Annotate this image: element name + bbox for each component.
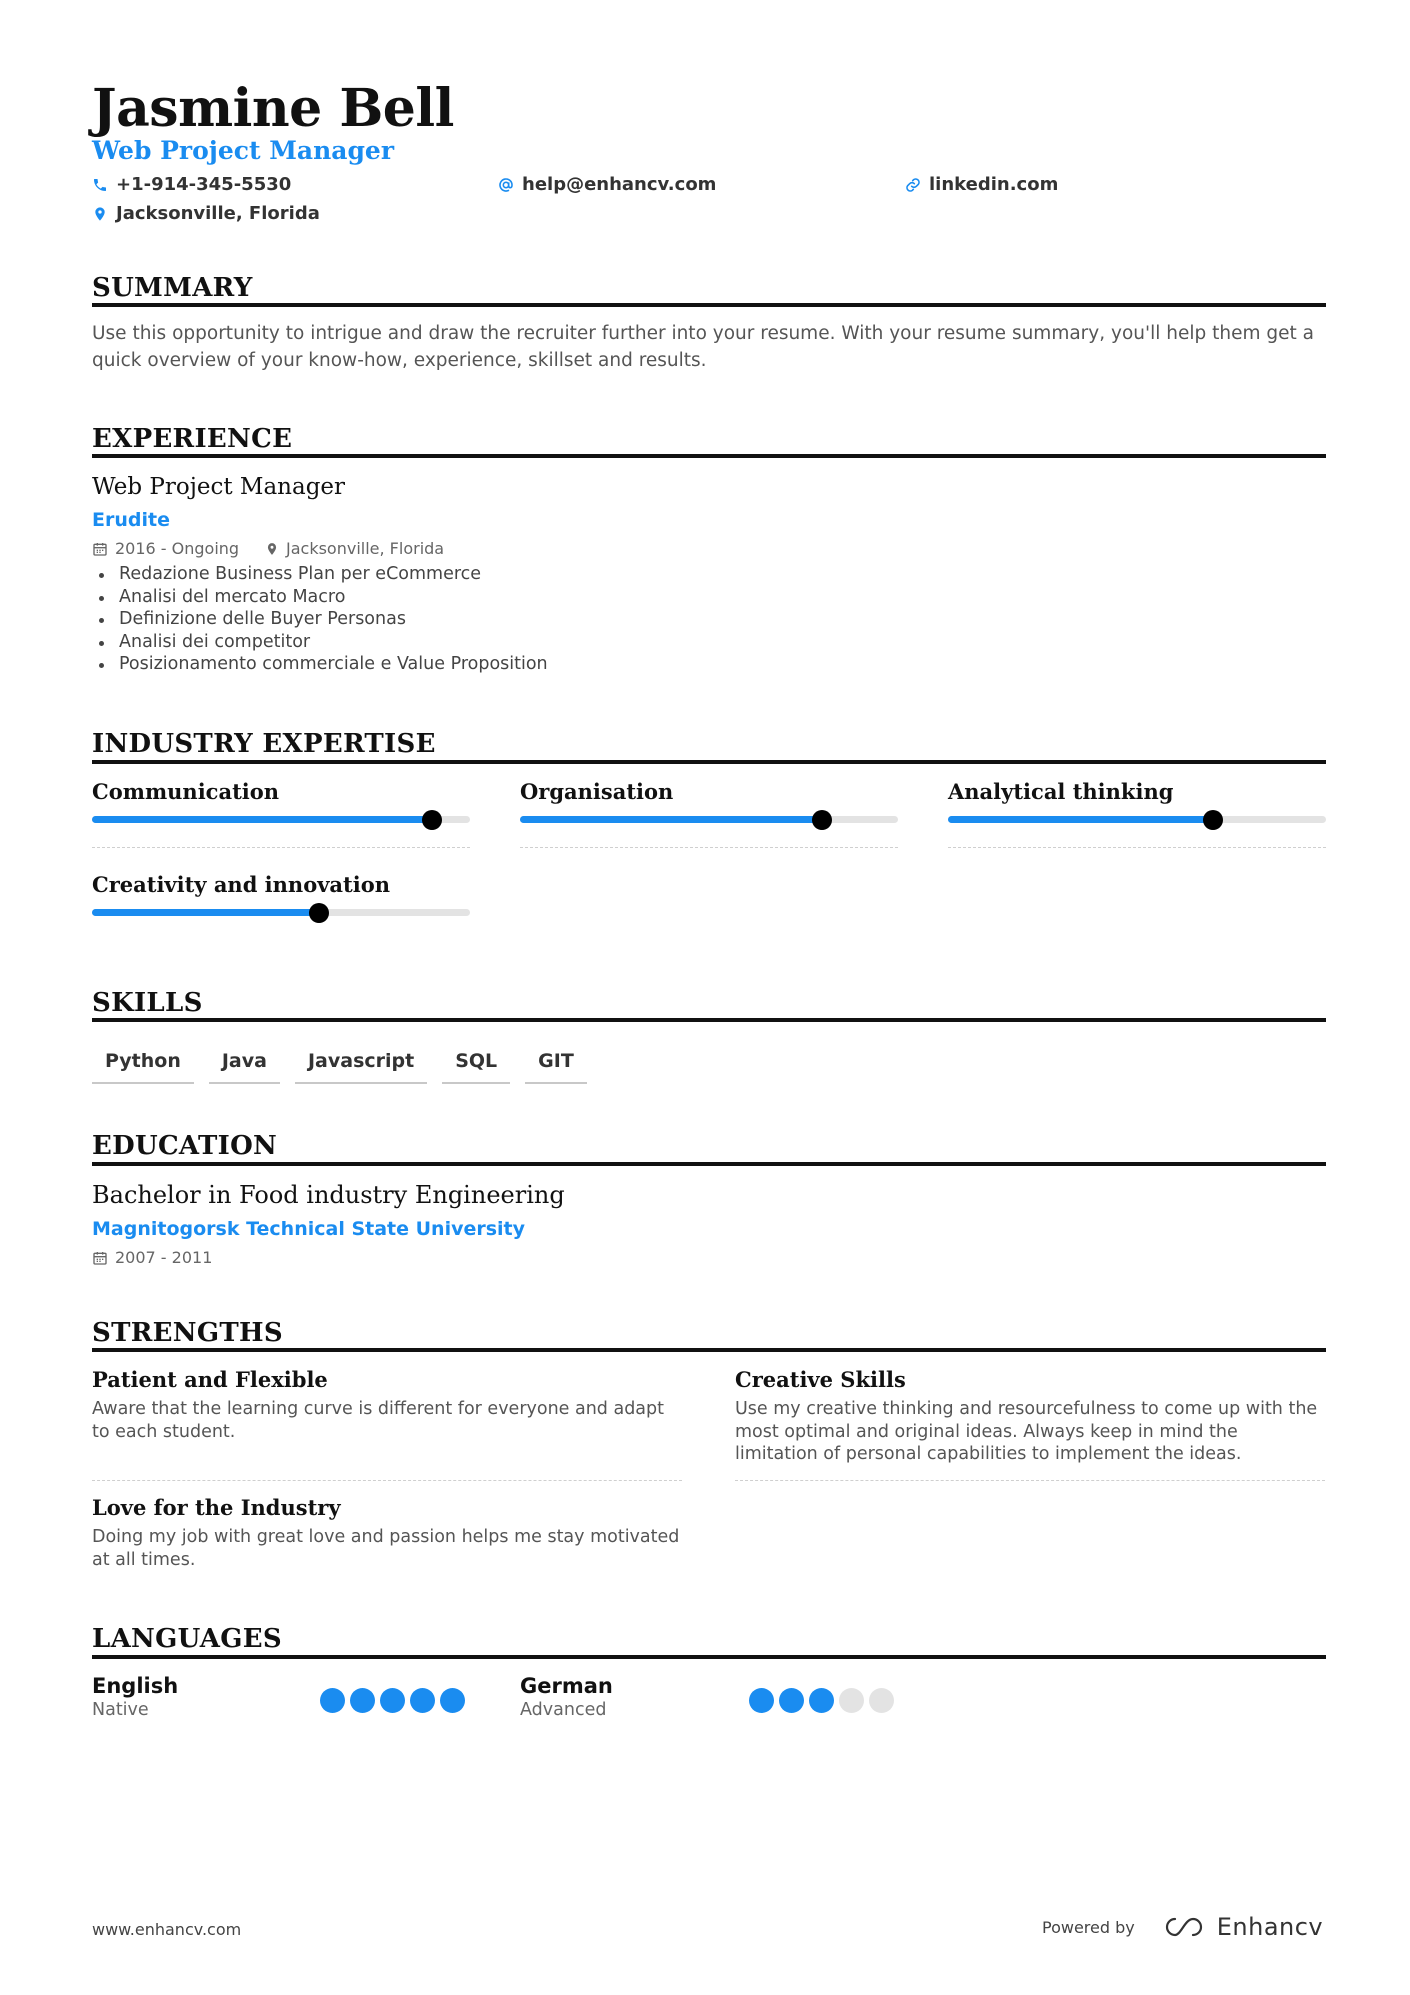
education-divider (92, 1162, 1326, 1166)
list-item: Analisi dei competitor (92, 631, 548, 654)
language-name: English (92, 1674, 179, 1698)
expertise-track (520, 816, 898, 823)
expertise-separator (948, 847, 1326, 848)
strength-item (735, 1367, 1325, 1466)
calendar-icon (92, 541, 108, 557)
proficiency-dot-filled (350, 1688, 375, 1713)
language-level: Native (92, 1700, 149, 1720)
strength-text: Aware that the learning curve is different for everyone and adapt to each student. (92, 1399, 665, 1442)
strength-separator (735, 1480, 1325, 1481)
linkedin-text: linkedin.com (929, 174, 1059, 195)
strength-text: Use my creative thinking and resourcefulness to come up with the most optimal and original ideas. Always keep in mind the limitation of personal capabilities to implement the ideas. (735, 1399, 1318, 1465)
expertise-separator (520, 847, 898, 848)
strength-title: Patient and Flexible (92, 1367, 328, 1392)
skill-tag: Java (209, 1046, 280, 1084)
candidate-title: Web Project Manager (92, 136, 395, 165)
proficiency-dot-filled (380, 1688, 405, 1713)
contact-phone[interactable] (92, 174, 291, 195)
language-dots (749, 1688, 899, 1713)
contact-email[interactable] (498, 174, 716, 195)
languages-divider (92, 1655, 1326, 1659)
footer-website[interactable]: www.enhancv.com (92, 1920, 242, 1939)
expertise-fill (520, 816, 822, 823)
job-location (265, 539, 444, 558)
location-pin-icon (92, 206, 108, 222)
phone-text: +1-914-345-5530 (116, 174, 292, 195)
link-icon (905, 177, 921, 193)
strengths-divider (92, 1348, 1326, 1352)
list-item: Definizione delle Buyer Personas (92, 608, 548, 631)
expertise-separator (92, 847, 470, 848)
expertise-knob (309, 903, 329, 923)
experience-divider (92, 454, 1326, 458)
expertise-fill (948, 816, 1213, 823)
expertise-heading: INDUSTRY EXPERTISE (92, 729, 436, 759)
education-school: Magnitogorsk Technical State University (92, 1218, 526, 1240)
expertise-label: Creativity and innovation (92, 872, 390, 897)
proficiency-dot-filled (809, 1688, 834, 1713)
proficiency-dot-empty (869, 1688, 894, 1713)
brand-name: Enhancv (1216, 1913, 1324, 1941)
proficiency-dot-empty (839, 1688, 864, 1713)
list-item: Analisi del mercato Macro (92, 586, 548, 609)
expertise-divider (92, 760, 1326, 764)
location-text: Jacksonville, Florida (116, 203, 320, 224)
proficiency-dot-filled (749, 1688, 774, 1713)
skills-heading: SKILLS (92, 988, 203, 1018)
expertise-knob (422, 810, 442, 830)
strength-item (92, 1367, 682, 1443)
job-dates (92, 539, 239, 558)
job-title: Web Project Manager (92, 474, 346, 500)
footer-branding (1042, 1913, 1323, 1941)
powered-by-text: Powered by (1042, 1917, 1135, 1937)
location-pin-icon (265, 541, 279, 557)
candidate-name: Jasmine Bell (92, 78, 454, 139)
language-dots (320, 1688, 470, 1713)
at-icon (498, 177, 514, 193)
list-item: Posizionamento commerciale e Value Proposition (92, 653, 548, 676)
education-heading: EDUCATION (92, 1131, 278, 1161)
languages-heading: LANGUAGES (92, 1624, 282, 1654)
enhancv-logo[interactable] (1161, 1913, 1323, 1941)
strength-text: Doing my job with great love and passion helps me stay motivated at all times. (92, 1527, 680, 1570)
skill-tag: Javascript (295, 1046, 427, 1084)
skill-tag: GIT (525, 1046, 587, 1084)
calendar-icon (92, 1250, 108, 1266)
proficiency-dot-filled (410, 1688, 435, 1713)
expertise-track (948, 816, 1326, 823)
strength-title: Creative Skills (735, 1367, 906, 1392)
strength-title: Love for the Industry (92, 1495, 341, 1520)
expertise-knob (1203, 810, 1223, 830)
education-dates (92, 1248, 212, 1267)
job-dates-text: 2016 - Ongoing (115, 539, 240, 558)
job-company: Erudite (92, 509, 170, 531)
expertise-fill (92, 816, 432, 823)
language-level: Advanced (520, 1700, 607, 1720)
summary-text: Use this opportunity to intrigue and draw the recruiter further into your resume. With your resume summary, you'll help them get a quick overview of your know-how, experience, skillset and results. (92, 323, 1314, 371)
education-degree: Bachelor in Food industry Engineering (92, 1181, 565, 1209)
proficiency-dot-filled (320, 1688, 345, 1713)
expertise-track (92, 816, 470, 823)
proficiency-dot-filled (440, 1688, 465, 1713)
skills-divider (92, 1018, 1326, 1022)
phone-icon (92, 177, 108, 193)
job-bullets (92, 563, 548, 676)
list-item: Redazione Business Plan per eCommerce (92, 563, 548, 586)
email-text: help@enhancv.com (522, 174, 717, 195)
summary-heading: SUMMARY (92, 273, 253, 303)
language-name: German (520, 1674, 613, 1698)
expertise-label: Organisation (520, 779, 674, 804)
proficiency-dot-filled (779, 1688, 804, 1713)
skill-tag: Python (92, 1046, 194, 1084)
skill-tag: SQL (442, 1046, 510, 1084)
contact-linkedin[interactable] (905, 174, 1058, 195)
enhancv-logo-icon (1161, 1914, 1209, 1940)
skills-list (92, 1046, 602, 1084)
expertise-label: Analytical thinking (948, 779, 1174, 804)
strengths-heading: STRENGTHS (92, 1318, 283, 1348)
summary-divider (92, 303, 1326, 307)
contact-location (92, 203, 320, 224)
expertise-label: Communication (92, 779, 280, 804)
expertise-fill (92, 909, 319, 916)
expertise-track (92, 909, 470, 916)
strength-item (92, 1495, 682, 1571)
job-location-text: Jacksonville, Florida (286, 539, 445, 558)
experience-heading: EXPERIENCE (92, 424, 293, 454)
expertise-knob (812, 810, 832, 830)
strength-separator (92, 1480, 682, 1481)
education-dates-text: 2007 - 2011 (115, 1248, 213, 1267)
